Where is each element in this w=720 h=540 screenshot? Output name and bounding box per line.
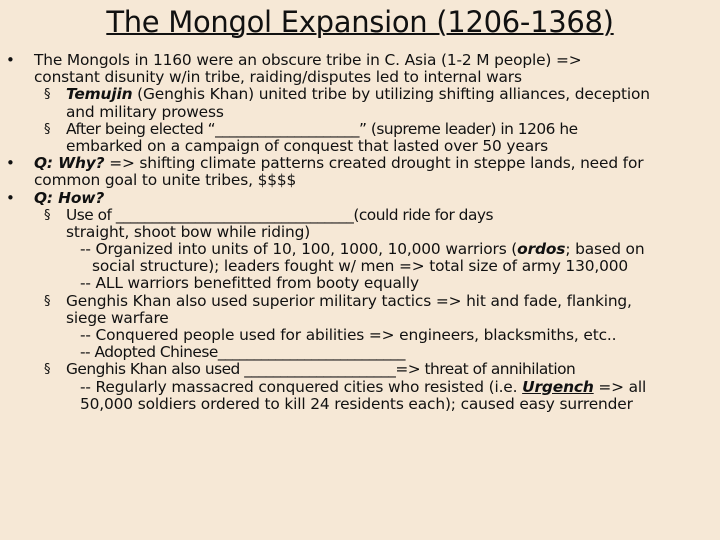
sub-bullet-temujin bbox=[0, 86, 720, 103]
sub-bullet-temujin-rest: (Genghis Khan) united tribe by utilizing shifting alliances, deception bbox=[132, 85, 650, 104]
detail-organized bbox=[0, 241, 720, 258]
square-bullet-icon: § bbox=[44, 293, 51, 309]
detail-massacre-a: -- Regularly massacred conquered cities who resisted (i.e. bbox=[80, 377, 523, 396]
detail-organized-line-2 bbox=[0, 258, 720, 275]
question-how: Q: How? bbox=[34, 188, 105, 207]
sub-bullet-elected bbox=[0, 121, 720, 138]
detail-massacre-b: => all bbox=[593, 377, 647, 396]
bullet-2-cont: common goal to unite tribes, $$$$ bbox=[34, 171, 297, 190]
detail-organized-cont: social structure); leaders fought w/ men => total size of army 130,000 bbox=[92, 257, 629, 276]
sub-bullet-elected-text: After being elected “____________________” (supreme leader) in 1206 he bbox=[66, 119, 578, 138]
slide-title: The Mongol Expansion (1206-1368) bbox=[106, 5, 614, 39]
bullet-2-text bbox=[34, 155, 643, 172]
sub-bullet-tactics-text: Genghis Khan also used superior military tactics => hit and fade, flanking, bbox=[66, 291, 632, 310]
square-bullet-icon: § bbox=[44, 362, 51, 378]
sub-bullet-terror bbox=[0, 361, 720, 378]
sub-bullet-temujin-text bbox=[66, 86, 650, 103]
sub-bullet-tactics-cont: siege warfare bbox=[66, 308, 169, 327]
detail-adopted-text: -- Adopted Chinese__________________________ bbox=[80, 343, 405, 362]
detail-adopted bbox=[0, 344, 720, 361]
bullet-1-line-1 bbox=[0, 52, 720, 69]
bullet-2-line-2 bbox=[0, 172, 720, 189]
detail-booty-text: -- ALL warriors benefitted from booty equally bbox=[80, 274, 419, 293]
sub-bullet-terror-text: Genghis Khan also used _____________________=> threat of annihilation bbox=[66, 360, 576, 379]
round-bullet-icon: • bbox=[6, 188, 15, 207]
square-bullet-icon: § bbox=[44, 87, 51, 103]
bullet-2-line-1 bbox=[0, 155, 720, 172]
detail-massacre-cont: 50,000 soldiers ordered to kill 24 residents each); caused easy surrender bbox=[80, 394, 633, 413]
term-temujin: Temujin bbox=[66, 85, 133, 104]
term-ordos: ordos bbox=[517, 240, 566, 259]
bullet-1-line-2 bbox=[0, 69, 720, 86]
detail-massacre-line-2 bbox=[0, 396, 720, 413]
square-bullet-icon: § bbox=[44, 207, 51, 223]
sub-bullet-use-of-text: Use of _________________________________(could ride for days bbox=[66, 205, 494, 224]
bullet-2-rest: => shifting climate patterns created drought in steppe lands, need for bbox=[104, 154, 644, 173]
detail-organized-text bbox=[80, 241, 644, 258]
sub-bullet-elected-cont: embarked on a campaign of conquest that lasted over 50 years bbox=[66, 136, 549, 155]
square-bullet-icon: § bbox=[44, 121, 51, 137]
sub-bullet-elected-line-2 bbox=[0, 138, 720, 155]
bullet-1-text: The Mongols in 1160 were an obscure tribe in C. Asia (1-2 M people) => bbox=[34, 51, 582, 69]
sub-bullet-temujin-cont: and military prowess bbox=[66, 102, 224, 121]
bullet-3-line-1 bbox=[0, 190, 720, 207]
sub-bullet-temujin-line-2 bbox=[0, 104, 720, 121]
detail-massacre bbox=[0, 379, 720, 396]
round-bullet-icon: • bbox=[6, 51, 15, 69]
detail-massacre-text bbox=[80, 379, 646, 396]
bullet-1-text-cont: constant disunity w/in tribe, raiding/disputes led to internal wars bbox=[34, 68, 522, 87]
round-bullet-icon: • bbox=[6, 154, 15, 173]
detail-organized-b: ; based on bbox=[565, 240, 645, 259]
term-urgench: Urgench bbox=[522, 377, 594, 396]
detail-organized-a: -- Organized into units of 10, 100, 1000, 10,000 warriors ( bbox=[80, 240, 518, 259]
sub-bullet-tactics-line-2 bbox=[0, 310, 720, 327]
sub-bullet-use-of-line-2 bbox=[0, 224, 720, 241]
slide-body bbox=[0, 52, 720, 413]
detail-conquered-text: -- Conquered people used for abilities => engineers, blacksmiths, etc.. bbox=[80, 326, 617, 344]
sub-bullet-use-of-cont: straight, shoot bow while riding) bbox=[66, 222, 311, 241]
detail-booty bbox=[0, 275, 720, 292]
sub-bullet-use-of bbox=[0, 207, 720, 224]
sub-bullet-tactics bbox=[0, 293, 720, 310]
question-why: Q: Why? bbox=[34, 154, 105, 173]
detail-conquered bbox=[0, 327, 720, 344]
